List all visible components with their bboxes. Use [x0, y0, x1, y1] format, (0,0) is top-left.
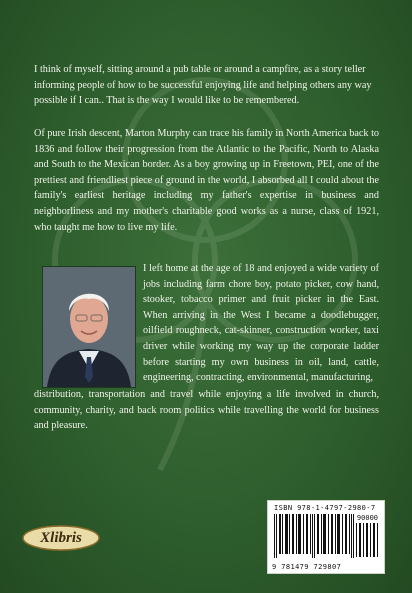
publisher-logo-text: Xlibris	[40, 530, 82, 546]
career-paragraph-part1	[143, 261, 379, 386]
barcode-bars-icon	[274, 514, 354, 558]
price-code: 90000	[356, 514, 378, 522]
isbn-label: ISBN 978-1-4797-2980-7	[274, 504, 376, 512]
publisher-logo	[22, 525, 100, 551]
career-text-part1: I left home at the age of 18 and enjoyed a wide variety of jobs including farm chore boy, potato picker, cow hand, stooker, tobacco primer and fruit picker in the East. When arriving in the West I became a doodlebugger, oilfield roughneck, cat-skinner, construction worker, taxi driver while working my way up the corporate ladder before starting my own business in oil, land, cattle, engineering, contracting, environmental, manufacturing,	[143, 263, 379, 384]
isbn-barcode	[267, 500, 385, 574]
career-text-part2: distribution, transportation and travel while enjoying a life involved in church, community, charity, and back room politics while travelling the world for business and pleasure.	[34, 389, 379, 432]
author-photo	[42, 266, 136, 388]
barcode-number: 9 781479 729807	[272, 563, 342, 571]
price-barcode-bars-icon	[356, 523, 378, 557]
intro-text: I think of myself, sitting around a pub table or around a campfire, as a story teller informing people of how to be successful enjoying life and helping others any way possible if I can.. That is the way I would like to be remembered.	[34, 64, 372, 107]
author-portrait-icon	[43, 267, 135, 387]
intro-paragraph	[34, 62, 379, 109]
career-paragraph-part2	[34, 387, 379, 434]
heritage-paragraph	[34, 126, 379, 235]
heritage-text: Of pure Irish descent, Marton Murphy can trace his family in North America back to 1836 and follow their progression from the Atlantic to the Pacific, North to Alaska and South to the Mexican border. As a boy growing up in Freetown, PEI, one of the prettiest and friendliest piece of ground in the world, I absorbed all I could about the family's earliest heritage including my father's expertise in business and neighborliness and my mother's charitable good works as a nurse, class of 1921, who taught me how to live my life.	[34, 128, 379, 233]
